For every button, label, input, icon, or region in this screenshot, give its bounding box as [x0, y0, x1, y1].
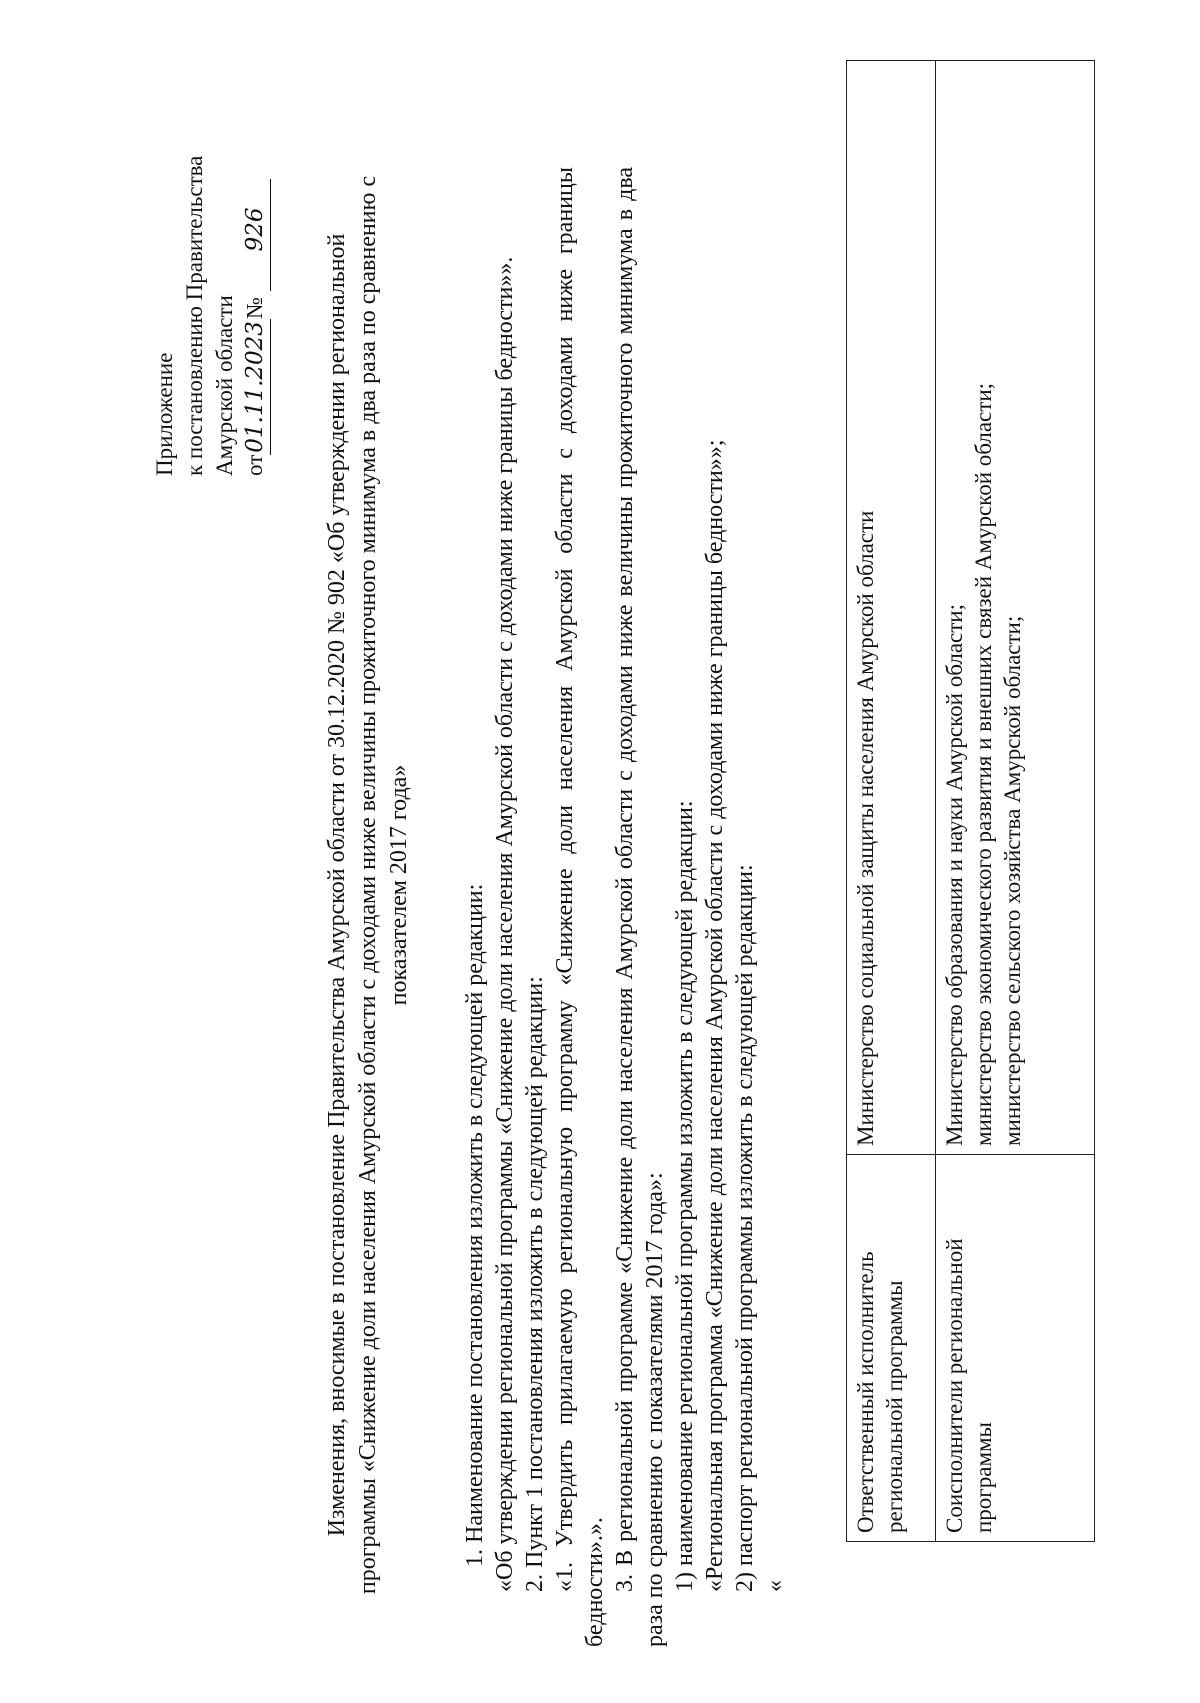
- paragraph-7: «Региональная программа «Снижение доли населения Амурской области с доходами ниже границы бедности»»;: [702, 439, 728, 1592]
- handwritten-number: 926: [240, 179, 271, 291]
- appendix-label: Приложение: [152, 352, 177, 476]
- value-line: министерство сельского хозяйства Амурской области;: [1000, 615, 1025, 1146]
- row-value: [847, 61, 936, 1155]
- paragraph-3: 2. Пункт 1 постановления изложить в следующей редакции:: [522, 976, 548, 1592]
- date-prefix: от: [242, 454, 267, 476]
- row-value: [936, 61, 1095, 1155]
- handwritten-date: 01.11.2023: [240, 319, 271, 455]
- program-passport-table: [846, 60, 1095, 1542]
- paragraph-4: «1. Утвердить прилагаемую региональную программу «Снижение доли населения Амурской области с доходами ниже границы бедности».».: [552, 167, 608, 1647]
- table-row: [936, 61, 1095, 1542]
- paragraph-6: 1) наименование региональной программы изложить в следующей редакции:: [672, 800, 698, 1592]
- paragraph-2: «Об утверждении региональной программы «Снижение доли населения Амурской области с доходами ниже границы бедности»».: [492, 256, 518, 1592]
- paragraph-9: «: [762, 1580, 788, 1592]
- table-row: [847, 61, 936, 1542]
- appendix-date-number-line: [240, 36, 271, 476]
- document-title: Изменения, вносимые в постановление Правительства Амурской области от 30.12.2020 № 902 «Об утверждении региональной программы «Снижение доли населения Амурской области с доходами ниже величины прожиточного минимума в два раза по сравнению с показателем 2017 года»: [324, 175, 412, 1595]
- appendix-header: [150, 36, 271, 476]
- value-line: министерство экономического развития и внешних связей Амурской области;: [971, 382, 996, 1146]
- row-label: Соисполнители региональной программы: [936, 1155, 1095, 1542]
- value-line: Министерство образования и науки Амурской области;: [942, 604, 967, 1146]
- appendix-region-line: Амурской области: [212, 295, 237, 476]
- paragraph-1: 1. Наименование постановления изложить в следующей редакции:: [462, 883, 488, 1567]
- value-line: Министерство социальной защиты населения Амурской области: [853, 510, 878, 1146]
- row-label: Ответственный исполнитель региональной программы: [847, 1155, 936, 1542]
- paragraph-8: 2) паспорт региональной программы изложить в следующей редакции:: [732, 864, 758, 1592]
- appendix-decree-line: к постановлению Правительства: [182, 155, 207, 476]
- paragraph-5: 3. В региональной программе «Снижение доли населения Амурской области с доходами ниже величины прожиточного минимума в два раза по сравнению с показателями 2017 года»:: [612, 167, 668, 1647]
- document-body: [460, 167, 790, 1647]
- number-prefix: №: [242, 297, 267, 320]
